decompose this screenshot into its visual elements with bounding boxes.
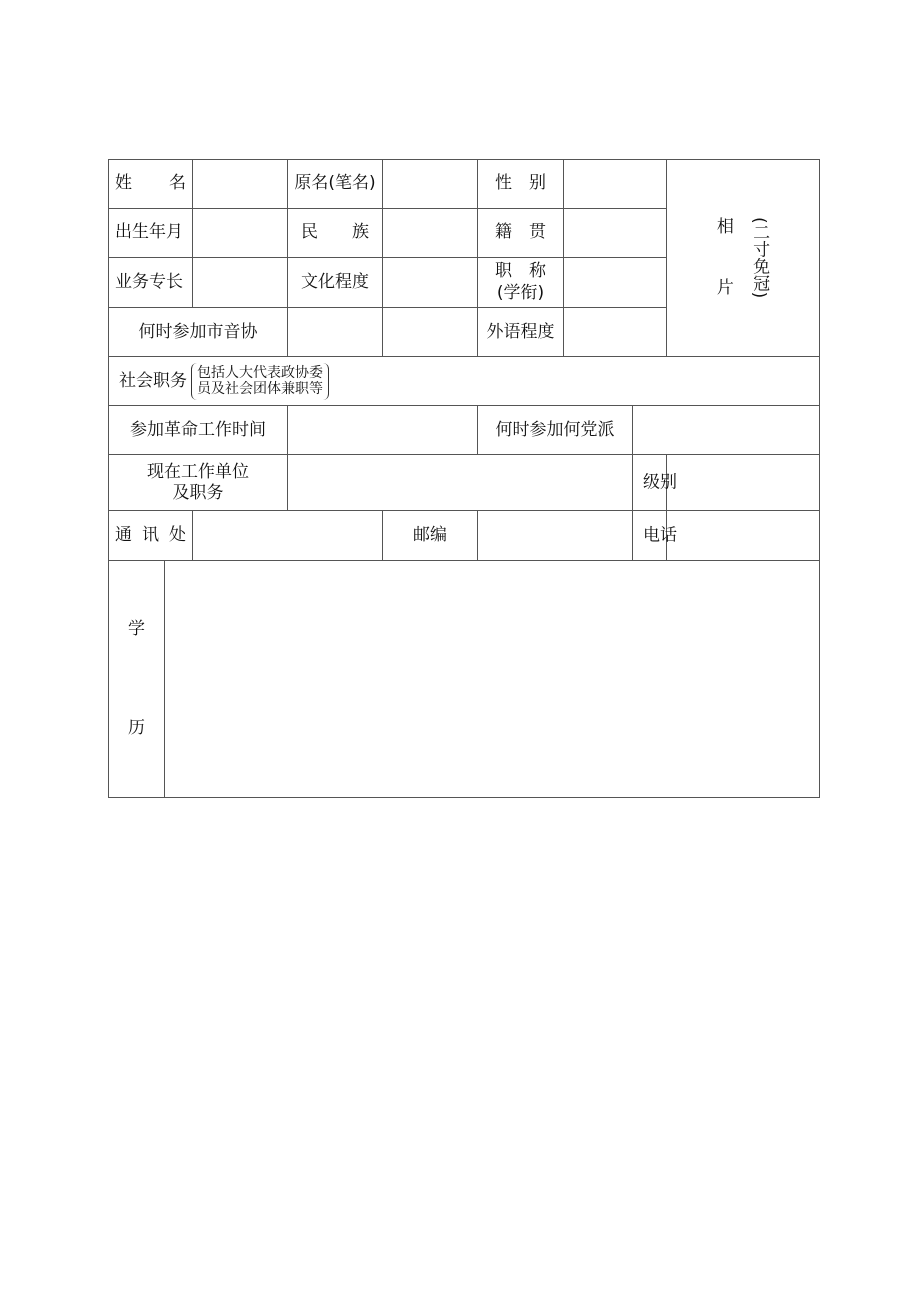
label-resume	[109, 560, 165, 797]
social-position-note	[191, 363, 329, 401]
label-name: 姓 名	[109, 160, 193, 209]
field-ethnicity[interactable]	[383, 209, 478, 258]
row-resume	[109, 560, 820, 797]
label-social-position: 社会职务	[119, 370, 187, 391]
field-gender[interactable]	[564, 160, 667, 209]
field-native-place[interactable]	[564, 209, 667, 258]
label-phone-text: 电话	[643, 524, 677, 545]
label-revolution-time: 参加革命工作时间	[109, 406, 288, 455]
label-resume-char2: 历	[128, 717, 145, 738]
field-name[interactable]	[193, 160, 288, 209]
label-join-music-assoc: 何时参加市音协	[109, 308, 288, 357]
label-title-line2: (学衔)	[496, 282, 545, 303]
field-foreign-language[interactable]	[564, 308, 667, 357]
row-name	[109, 160, 820, 209]
label-birth: 出生年月	[109, 209, 193, 258]
label-title	[478, 258, 564, 308]
row-social-position	[109, 357, 820, 406]
field-party-join[interactable]	[633, 406, 820, 455]
label-party-join: 何时参加何党派	[478, 406, 633, 455]
label-current-unit-line2: 及职务	[172, 482, 224, 503]
field-postcode[interactable]	[478, 511, 633, 560]
label-title-line1: 职 称	[495, 261, 546, 282]
field-join-music-assoc[interactable]	[288, 308, 383, 357]
label-resume-char1: 学	[128, 618, 145, 639]
photo-cell	[667, 160, 820, 357]
photo-char-1: 相	[716, 217, 734, 238]
label-foreign-language: 外语程度	[478, 308, 564, 357]
label-current-unit-line1: 现在工作单位	[147, 461, 249, 482]
social-note-line2: 员及社会团体兼职等	[197, 381, 323, 398]
label-postcode: 邮编	[383, 511, 478, 560]
label-native-place: 籍 贯	[478, 209, 564, 258]
label-gender: 性 别	[478, 160, 564, 209]
label-specialty: 业务专长	[109, 258, 193, 308]
field-birth[interactable]	[193, 209, 288, 258]
row-revolution	[109, 406, 820, 455]
photo-size-note: (二寸免冠)	[749, 217, 770, 299]
social-note-line1: 包括人大代表政协委	[197, 364, 323, 381]
field-rank-wrap[interactable]	[643, 455, 820, 511]
field-current-unit[interactable]	[288, 455, 633, 511]
field-join-music-assoc-extra[interactable]	[383, 308, 478, 357]
label-address: 通讯处	[109, 511, 193, 560]
field-resume[interactable]	[165, 560, 820, 797]
row-address	[109, 511, 820, 560]
label-rank-text: 级别	[643, 472, 677, 493]
field-address[interactable]	[193, 511, 383, 560]
social-position-cell[interactable]	[109, 357, 820, 406]
field-revolution-time[interactable]	[288, 406, 478, 455]
field-title[interactable]	[564, 258, 667, 308]
label-education-level: 文化程度	[288, 258, 383, 308]
photo-char-2: 片	[716, 277, 734, 298]
field-phone-wrap[interactable]	[643, 511, 820, 560]
label-former-name: 原名(笔名)	[288, 160, 383, 209]
label-current-unit	[109, 455, 288, 511]
registration-form-table	[108, 159, 820, 798]
field-specialty[interactable]	[193, 258, 288, 308]
row-current-unit	[109, 455, 820, 511]
label-ethnicity: 民 族	[288, 209, 383, 258]
field-former-name[interactable]	[383, 160, 478, 209]
field-education-level[interactable]	[383, 258, 478, 308]
photo-label	[717, 217, 769, 299]
